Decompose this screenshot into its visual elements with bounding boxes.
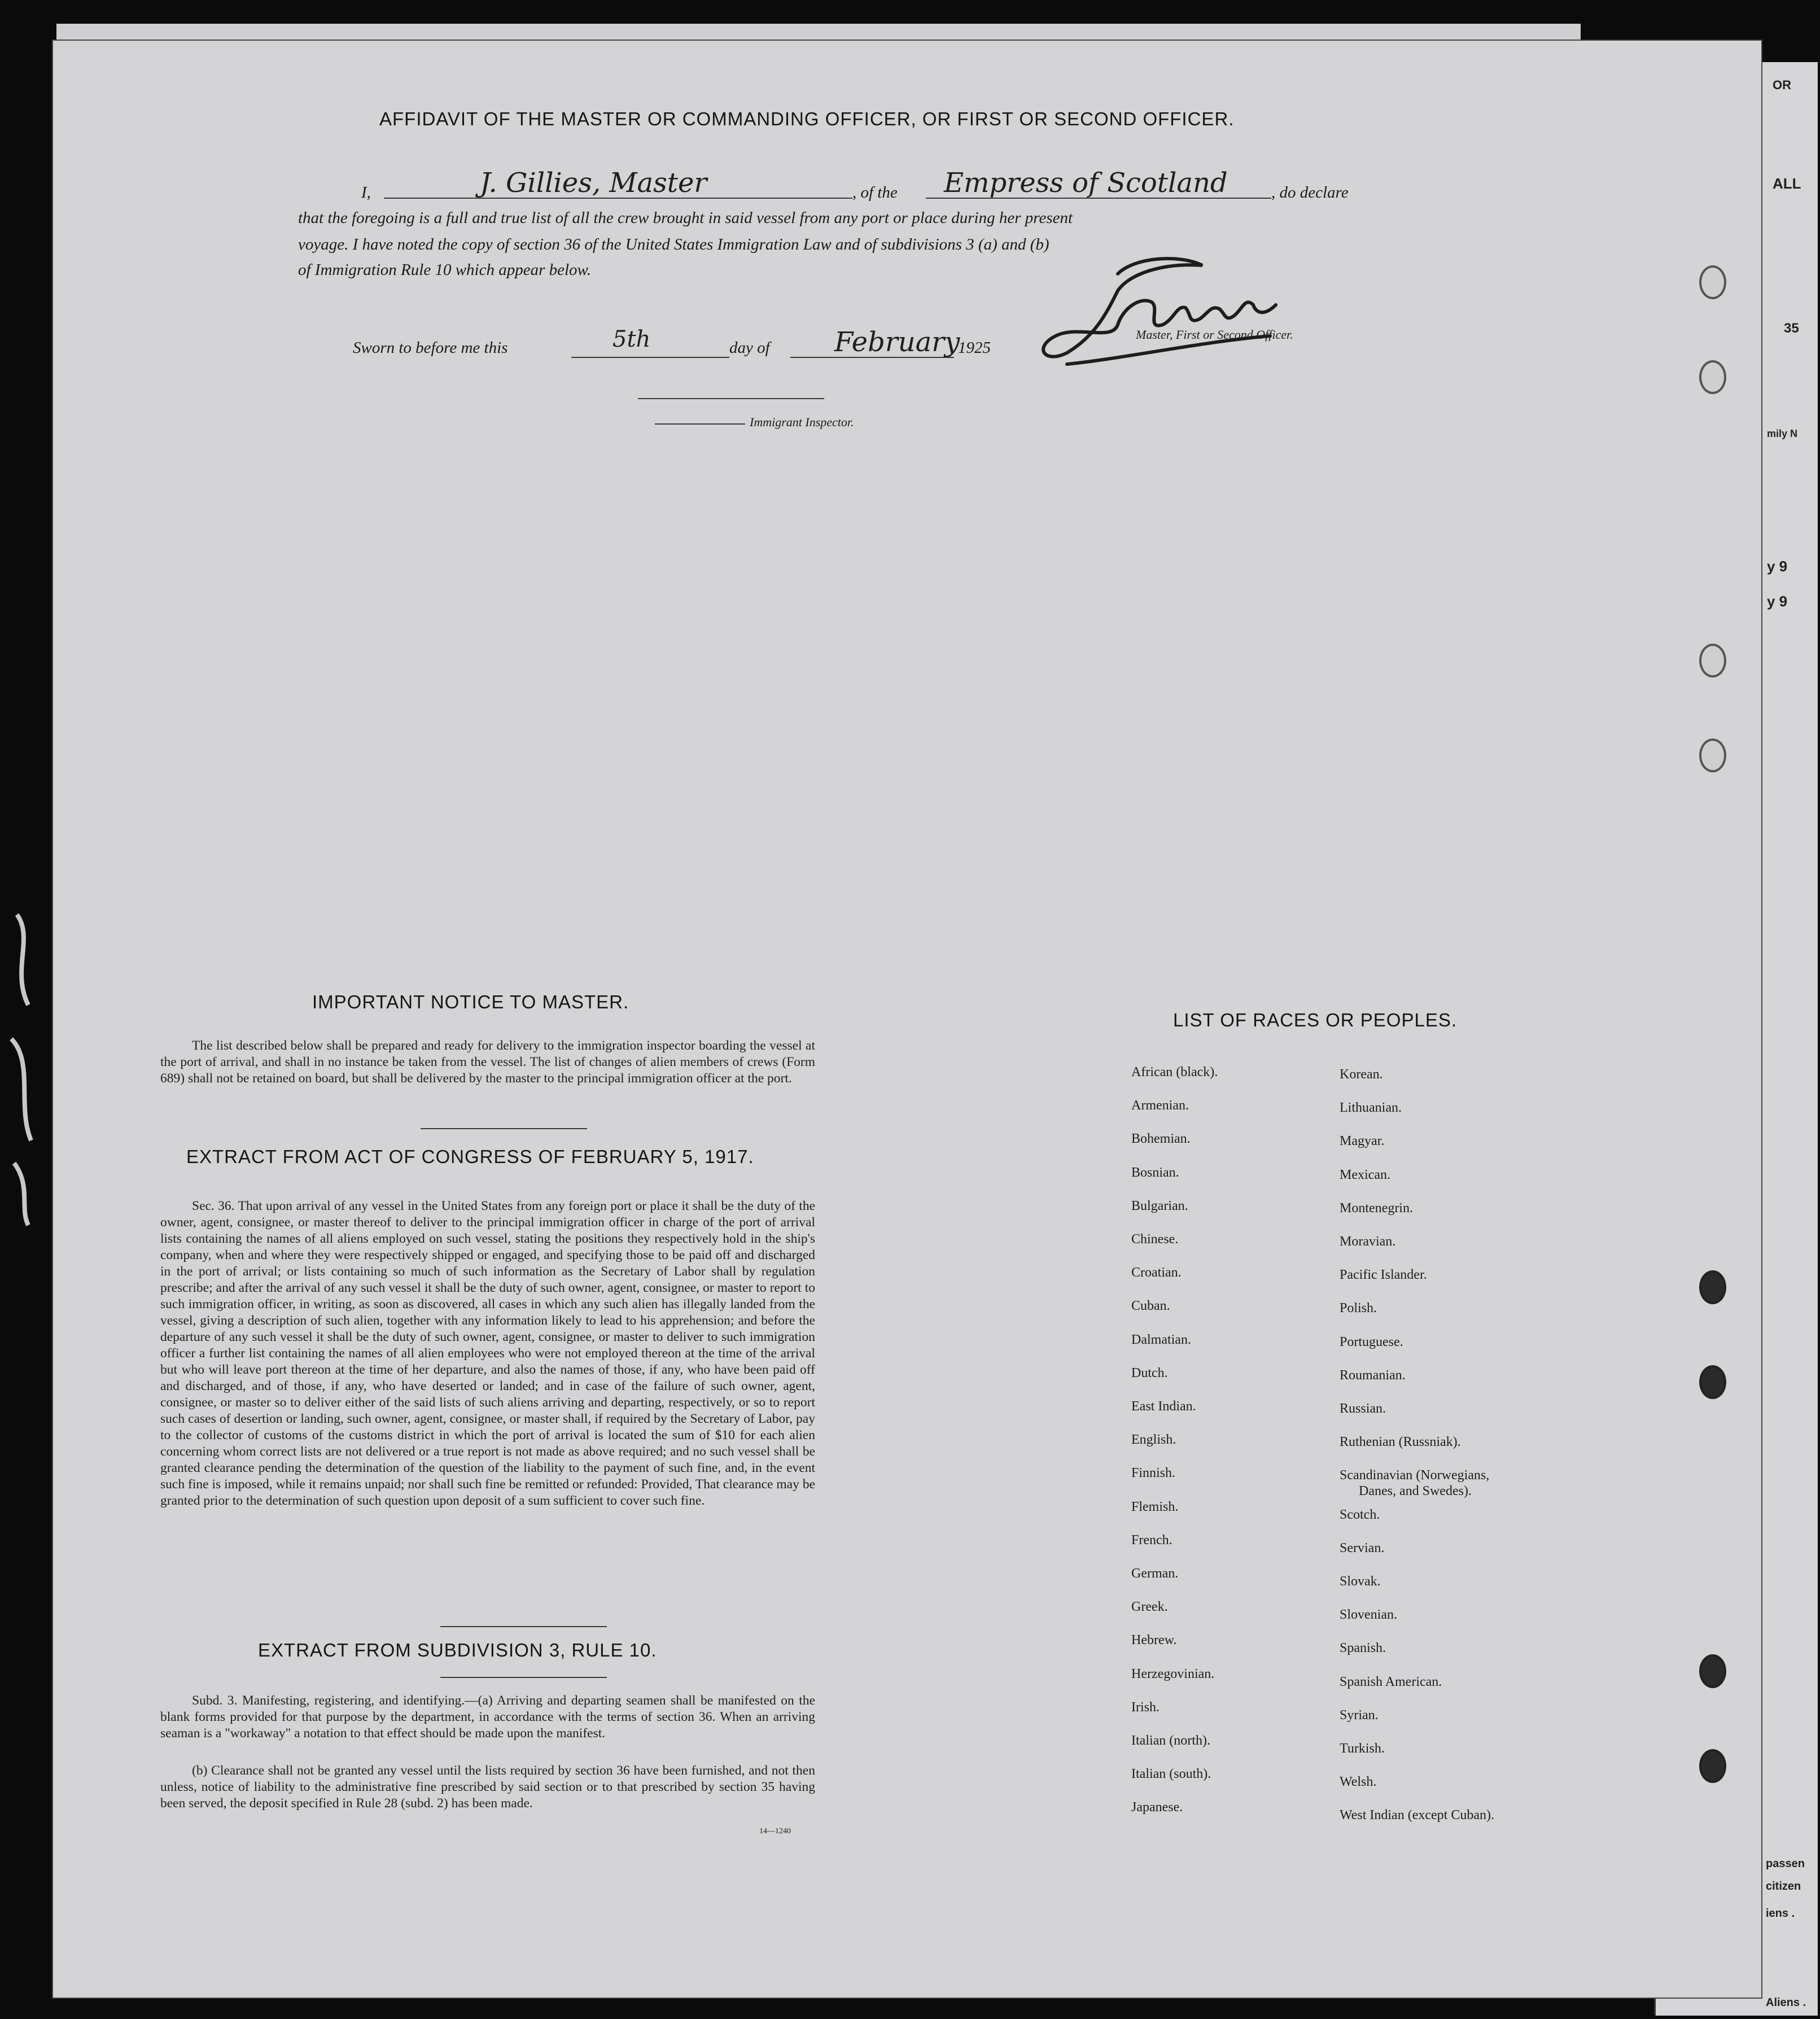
race-item: French. [1131,1532,1172,1548]
sworn-label: Sworn to before me this [353,339,508,357]
notice-heading: IMPORTANT NOTICE TO MASTER. [312,991,629,1012]
rule-para-a: Subd. 3. Manifesting, registering, and identifying.—(a) Arriving and departing seamen shall be manifested on the blank forms provided for that purpose by the department, in accordance with the terms of section 36. When an arriving seaman is a "workaway" a notation to that effect should be made upon the manifest. [160,1693,815,1741]
race-item: Portuguese. [1340,1334,1403,1349]
race-item: Welsh. [1340,1775,1377,1790]
race-item: Roumanian. [1340,1367,1406,1383]
race-item: West Indian (except Cuban). [1340,1808,1494,1823]
race-item: Bosnian. [1131,1165,1179,1180]
sheet-fragment: y 9 [1767,558,1788,575]
race-item: Bohemian. [1131,1131,1191,1147]
race-item: Turkish. [1340,1741,1385,1756]
race-item: Scotch. [1340,1507,1380,1522]
signature-caption: Master, First or Second Officer. [1136,327,1293,342]
race-item: Polish. [1340,1301,1377,1316]
binder-hole [1699,1654,1726,1688]
master-signature-scrawl [1033,251,1349,381]
binder-hole [1699,265,1726,299]
inspector-caption: Immigrant Inspector. [750,415,854,429]
year-label: 1925 [958,339,991,357]
race-item: Irish. [1131,1699,1160,1715]
race-item: Russian. [1340,1401,1386,1416]
race-item: Mexican. [1340,1167,1390,1182]
day-of-label: day of [729,339,770,357]
race-item: Dutch. [1131,1365,1168,1380]
sheet-fragment: citizen [1766,1880,1801,1893]
race-item: Croatian. [1131,1265,1182,1281]
race-item: Moravian. [1340,1234,1396,1249]
sheet-fragment: iens . [1766,1907,1795,1920]
affidavit-line-3: voyage. I have noted the copy of section 36 of the United States Immigration Law and of subdivisions 3 (a) and (b) [298,235,1049,254]
sheet-fragment: ALL [1773,175,1801,192]
affidavit-line-4: of Immigration Rule 10 which appear below. [298,261,591,279]
race-item: Greek. [1131,1600,1168,1615]
race-item: Cuban. [1131,1299,1170,1314]
race-item: Scandinavian (Norwegians, [1340,1468,1490,1483]
race-item: Lithuanian. [1340,1100,1402,1116]
scan-edge-mark [0,892,45,1231]
race-item: Servian. [1340,1540,1385,1555]
binder-hole [1699,1749,1726,1783]
sheet-fragment: Aliens . [1766,1996,1806,2009]
inspector-rule-1 [638,398,824,399]
race-item: Dalmatian. [1131,1332,1191,1347]
race-item: Slovenian. [1340,1607,1397,1623]
race-item: Slovak. [1340,1574,1381,1589]
act-rule [440,1626,607,1627]
race-item: Spanish American. [1340,1674,1442,1689]
inspector-rule-2 [655,423,745,425]
form-number: 14—1240 [759,1827,791,1836]
binder-hole [1699,1270,1726,1304]
race-item: Chinese. [1131,1232,1179,1247]
sheet-fragment: OR [1773,78,1791,92]
binder-hole [1699,644,1726,678]
race-item: German. [1131,1566,1179,1581]
day-handwritten: 5th [613,326,651,352]
race-item: Montenegrin. [1340,1200,1413,1216]
act-body: Sec. 36. That upon arrival of any vessel in the United States from any foreign port or place it shall be the duty of the owner, agent, consignee, or master thereof to deliver to the principal immigration officer in charge of the port of arrival lists containing the names of all aliens employed on such vessel, stating the positions they respectively hold in the ship's company, when and where they were respectively shipped or engaged, and specifying those to be paid off and discharged in the port of arrival; or lists containing so much of such information as the Secretary of Labor shall by regulation prescribe; and after the arrival of any such vessel it shall be the duty of such owner, agent, consignee, or master to report to such immigration officer, in writing, as soon as discovered, all cases in which any such alien has illegally landed from the vessel, giving a description of such alien, together with any information likely to lead to his apprehension; and before the departure of any such vessel it shall be the duty of such owner, agent, consignee, or master to deliver to such immigration officer a further list containing the names of all alien employees who were not employed thereon at the time of the arrival but who will leave port thereon at the time of her departure, and also the names of those, if any, who have been paid off and discharged, and of those, if any, who have deserted or landed; and in case of the failure of such owner, agent, consignee, or master so to deliver either of the said lists of such aliens arriving and departing, respectively, or so to report such cases of desertion or landing, such owner, agent, consignee, or master shall, if required by the Secretary of Labor, pay to the collector of customs of the customs district in which the port of arrival is located the sum of $10 for each alien concerning whom correct lists are not delivered or a true report is not made as above required; and no such vessel shall be granted clearance pending the determination of the question of the liability to the payment of such fine, and, in the event such fine is imposed, while it remains unpaid; nor shall such fine be remitted or refunded: Provided, That clearance may be granted prior to the determination of such question upon deposit of a sum sufficient to cover such fine. [160,1199,815,1508]
affidavit-heading: AFFIDAVIT OF THE MASTER OR COMMANDING OFFICER, OR FIRST OR SECOND OFFICER. [379,108,1235,129]
race-item: Pacific Islander. [1340,1268,1427,1283]
notice-body: The list described below shall be prepared and ready for delivery to the immigration inspector boarding the vessel at the port of arrival, and shall in no instance be taken from the vessel. The list of changes of alien members of crews (Form 689) shall not be retained on board, but shall be delivered by the master to the principal immigration officer at the port. [160,1038,815,1086]
binder-hole [1699,360,1726,394]
race-item: Hebrew. [1131,1633,1177,1648]
race-item: Bulgarian. [1131,1198,1188,1213]
race-item: Japanese. [1131,1800,1183,1815]
race-item: Italian (north). [1131,1733,1210,1748]
race-item: English. [1131,1432,1176,1448]
race-item: Italian (south). [1131,1767,1211,1782]
race-item: Herzegovinian. [1131,1666,1215,1681]
master-name-handwritten: J. Gillies, Master [480,167,707,199]
race-item: Armenian. [1131,1098,1189,1113]
race-item: Finnish. [1131,1466,1176,1481]
do-declare-label: , do declare [1271,183,1349,202]
races-heading: LIST OF RACES OR PEOPLES. [1173,1010,1458,1030]
sheet-fragment: y 9 [1767,593,1788,610]
month-handwritten: February [834,326,960,358]
sheet-fragment: passen [1766,1858,1805,1870]
race-item: Ruthenian (Russniak). [1340,1435,1461,1450]
notice-rule [421,1128,587,1129]
of-the-label: , of the [852,183,898,202]
vessel-name-handwritten: Empress of Scotland [944,167,1228,199]
binder-hole [1699,738,1726,772]
race-item: African (black). [1131,1065,1218,1080]
rule-para-b: (b) Clearance shall not be granted any vessel until the lists required by section 36 have been furnished, and not then unless, notice of liability to the administrative fine prescribed by said section or to that prescribed by section 35 having been served, the deposit specified in Rule 28 (subd. 2) has been made. [160,1763,815,1811]
sheet-fragment: mily N [1767,428,1798,439]
day-line [571,357,729,358]
act-heading: EXTRACT FROM ACT OF CONGRESS OF FEBRUARY 5, 1917. [186,1146,754,1167]
race-item: Korean. [1340,1067,1383,1082]
affidavit-line-2: that the foregoing is a full and true list of all the crew brought in said vessel from any port or place during her present [298,209,1073,227]
rule-heading-rule [440,1677,607,1678]
race-item: Magyar. [1340,1134,1385,1149]
affidavit-i-label: I, [361,183,371,202]
sheet-fragment: 35 [1784,321,1799,336]
race-item: Danes, and Swedes). [1359,1484,1472,1499]
rule-heading: EXTRACT FROM SUBDIVISION 3, RULE 10. [258,1640,657,1660]
race-item: East Indian. [1131,1399,1196,1414]
race-item: Flemish. [1131,1499,1179,1514]
race-item: Syrian. [1340,1707,1379,1723]
binder-hole [1699,1365,1726,1399]
race-item: Spanish. [1340,1641,1386,1656]
